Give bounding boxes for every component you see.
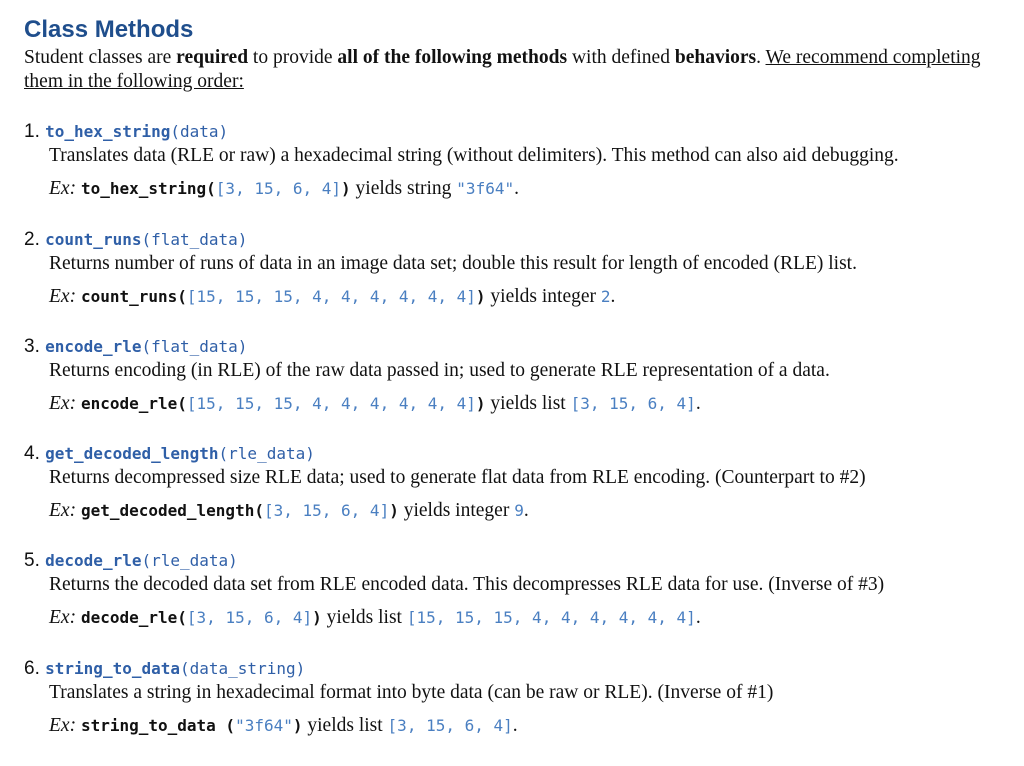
example-yields-text: yields list xyxy=(485,393,571,414)
example-label: Ex: xyxy=(49,178,77,199)
method-params: (rle_data) xyxy=(141,551,238,570)
example-call: decode_rle( xyxy=(80,608,187,627)
example-label: Ex: xyxy=(49,500,77,521)
method-item xyxy=(24,442,1014,524)
method-example xyxy=(49,713,1014,739)
method-name: encode_rle xyxy=(45,337,142,356)
example-yields-text: yields integer xyxy=(485,286,601,307)
example-call: count_runs( xyxy=(80,287,187,306)
method-params: (rle_data) xyxy=(218,444,315,463)
example-result: [15, 15, 15, 4, 4, 4, 4, 4, 4] xyxy=(406,608,696,627)
method-example xyxy=(49,498,1014,524)
method-name: decode_rle xyxy=(45,551,142,570)
example-close-paren: ) xyxy=(312,608,322,627)
intro-bold-required: required xyxy=(176,47,249,68)
example-label: Ex: xyxy=(49,286,77,307)
method-name: to_hex_string xyxy=(45,122,171,141)
example-period: . xyxy=(695,607,701,628)
method-signature xyxy=(24,335,1014,359)
method-description: Returns decompressed size RLE data; used to generate flat data from RLE encoding. (Counterpart to #2) xyxy=(49,467,866,488)
method-item xyxy=(24,120,1014,202)
intro-text: with defined xyxy=(567,47,675,68)
method-signature xyxy=(24,657,1014,681)
method-params: (flat_data) xyxy=(141,337,248,356)
example-period: . xyxy=(523,500,529,521)
method-params: (data_string) xyxy=(180,659,306,678)
method-item xyxy=(24,549,1014,631)
example-result: 2 xyxy=(600,287,611,306)
example-close-paren: ) xyxy=(475,394,486,413)
method-number: 3. xyxy=(24,336,40,357)
intro-paragraph xyxy=(24,46,1014,94)
method-name: get_decoded_length xyxy=(45,444,219,463)
method-number: 5. xyxy=(24,550,40,571)
example-yields-text: yields list xyxy=(302,715,388,736)
example-args: [3, 15, 6, 4] xyxy=(186,608,313,627)
method-number: 6. xyxy=(24,658,40,679)
example-period: . xyxy=(512,715,518,736)
method-number: 1. xyxy=(24,121,40,142)
example-period: . xyxy=(695,393,701,414)
method-signature xyxy=(24,228,1014,252)
example-result: 9 xyxy=(514,501,524,520)
example-args: [3, 15, 6, 4] xyxy=(263,501,390,520)
method-description: Returns encoding (in RLE) of the raw data passed in; used to generate RLE representation of a data. xyxy=(49,360,830,381)
example-yields-text: yields list xyxy=(321,607,407,628)
example-call: string_to_data ( xyxy=(80,716,236,735)
intro-bold-methods: all of the following methods xyxy=(337,47,568,68)
example-result: [3, 15, 6, 4] xyxy=(570,394,696,413)
example-call: to_hex_string( xyxy=(80,179,216,198)
example-label: Ex: xyxy=(49,393,77,414)
example-label: Ex: xyxy=(49,715,77,736)
example-period: . xyxy=(610,286,616,307)
method-number: 4. xyxy=(24,443,40,464)
example-label: Ex: xyxy=(49,607,77,628)
intro-underlined-recommendation: We recommend completing them in the following order: xyxy=(24,47,981,92)
example-yields-text: yields string xyxy=(350,178,457,199)
intro-bold-behaviors: behaviors xyxy=(674,47,757,68)
section-title: Class Methods xyxy=(24,16,194,43)
method-signature xyxy=(24,120,1014,144)
document-page xyxy=(24,14,1014,94)
method-description: Translates a string in hexadecimal format into byte data (can be raw or RLE). (Inverse of #1) xyxy=(49,682,774,703)
example-period: . xyxy=(514,178,519,199)
method-example xyxy=(49,176,1014,202)
example-args: [15, 15, 15, 4, 4, 4, 4, 4, 4] xyxy=(186,394,476,413)
method-description: Returns the decoded data set from RLE encoded data. This decompresses RLE data for use. (Inverse of #3) xyxy=(49,574,885,595)
intro-text: Student classes are xyxy=(24,47,177,68)
method-description: Translates data (RLE or raw) a hexadecimal string (without delimiters). This method can also aid debugging. xyxy=(49,145,899,166)
example-call: get_decoded_length( xyxy=(80,501,264,520)
method-item xyxy=(24,228,1014,310)
example-close-paren: ) xyxy=(475,287,486,306)
method-signature xyxy=(24,442,1014,466)
method-name: string_to_data xyxy=(45,659,180,678)
method-params: (data) xyxy=(170,122,229,141)
method-item xyxy=(24,335,1014,417)
method-item xyxy=(24,657,1014,739)
method-description: Returns number of runs of data in an image data set; double this result for length of encoded (RLE) list. xyxy=(49,253,857,274)
example-yields-text: yields integer xyxy=(398,500,515,521)
example-close-paren: ) xyxy=(341,179,351,198)
intro-text: to provide xyxy=(248,47,338,68)
example-result: "3f64" xyxy=(456,179,515,198)
method-example xyxy=(49,605,1014,631)
example-close-paren: ) xyxy=(389,501,399,520)
example-close-paren: ) xyxy=(292,716,303,735)
method-params: (flat_data) xyxy=(141,230,248,249)
example-args: [3, 15, 6, 4] xyxy=(215,179,342,198)
intro-text: . xyxy=(756,47,766,68)
method-example xyxy=(49,284,1014,310)
method-number: 2. xyxy=(24,229,40,250)
method-name: count_runs xyxy=(45,230,142,249)
example-result: [3, 15, 6, 4] xyxy=(387,716,513,735)
method-example xyxy=(49,391,1014,417)
example-args: [15, 15, 15, 4, 4, 4, 4, 4, 4] xyxy=(186,287,476,306)
method-signature xyxy=(24,549,1014,573)
example-call: encode_rle( xyxy=(80,394,187,413)
example-args: "3f64" xyxy=(235,716,293,735)
